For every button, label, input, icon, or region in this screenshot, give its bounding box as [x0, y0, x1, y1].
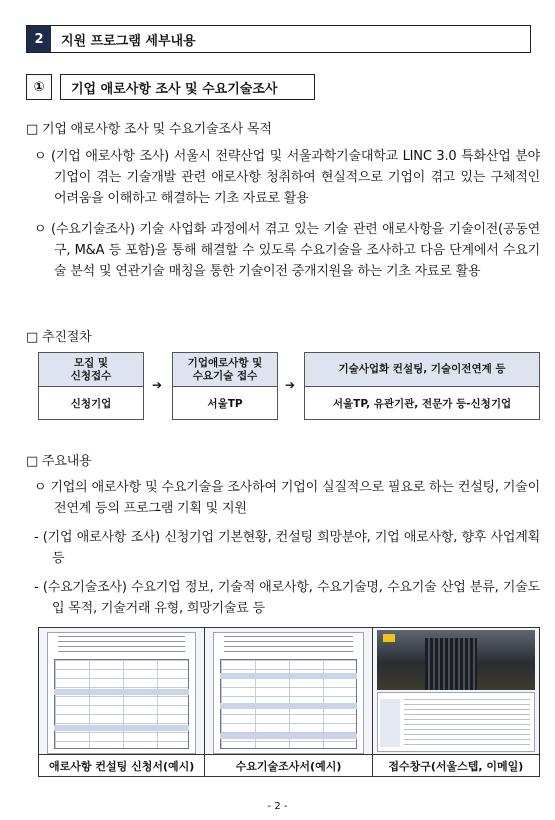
subsection-number: ① [26, 74, 52, 100]
step-box-2 [172, 352, 278, 420]
website-screenshot-icon [373, 628, 539, 755]
section-title: 지원 프로그램 세부내용 [61, 33, 196, 49]
step-title-2: 기업애로사항 및 수요기술 접수 [173, 353, 277, 387]
arrow-icon: ➔ [152, 378, 163, 392]
page-number: - 2 - [267, 801, 288, 812]
purpose-bullet-1: ㅇ (기업 애로사항 조사) 서울시 전략산업 및 서울과학기술대학교 LINC 3.0 특화산업 분야 기업이 겪는 기술개발 관련 애로사항 청취하여 현실적으로 기업이 겪고 있는 구체적인 어려움을 이해하고 해결하는 기초 자료로 활용 [34, 149, 540, 206]
form-document-icon [205, 628, 371, 755]
contents-heading: □ 주요내용 [26, 454, 92, 469]
procedure-flow [38, 352, 540, 420]
step-box-3 [304, 352, 540, 420]
procedure-heading: □ 추진절차 [26, 330, 92, 345]
step-actor-2: 서울TP [207, 398, 243, 410]
purpose-bullet-2: ㅇ (수요기술조사) 기술 사업화 과정에서 겪고 있는 기술 관련 애로사항을 기술이전(공동연구, M&A 등 포함)을 통해 해결할 수 있도록 수요기술을 조사하고 다음 단계에서 수요기술 분석 및 연관기술 매칭을 통한 기술이전 중개지원을 하는 기초 자료로 활용 [34, 222, 540, 279]
step-title-1: 모집 및 신청접수 [39, 353, 143, 387]
section-number: 2 [27, 26, 51, 52]
image-cell-3 [373, 628, 539, 776]
image-caption-2: 수요기술조사서(예시) [235, 759, 342, 773]
image-cell-1 [39, 628, 205, 776]
step-title-3: 기술사업화 컨설팅, 기술이전연계 등 [305, 353, 539, 387]
step-actor-1: 신청기업 [70, 398, 112, 410]
form-document-icon [39, 628, 204, 755]
arrow-icon: ➔ [285, 378, 296, 392]
image-cell-2 [205, 628, 372, 776]
step-actor-3: 서울TP, 유관기관, 전문가 등-신청기업 [332, 398, 512, 410]
subsection-title: 기업 애로사항 조사 및 수요기술조사 [60, 74, 315, 100]
image-caption-3: 접수창구(서울스텝, 이메일) [388, 759, 524, 773]
subsection-header [26, 74, 315, 100]
contents-dash-2: - (수요기술조사) 수요기업 정보, 기술적 애로사항, 수요기술명, 수요기술 산업 분류, 기술도입 목적, 기술거래 유형, 희망기술료 등 [34, 580, 540, 616]
step-box-1 [38, 352, 144, 420]
image-caption-1: 애로사항 컨설팅 신청서(예시) [49, 759, 195, 773]
example-images [38, 627, 540, 777]
section-header [26, 25, 531, 53]
contents-dash-1: - (기업 애로사항 조사) 신청기업 기본현황, 컨설팅 희망분야, 기업 애로사항, 향후 사업계획 등 [34, 530, 540, 566]
contents-bullet: ㅇ 기업의 애로사항 및 수요기술을 조사하여 기업이 실질적으로 필요로 하는 컨설팅, 기술이전연계 등의 프로그램 기획 및 지원 [34, 480, 540, 516]
purpose-heading: □ 기업 애로사항 조사 및 수요기술조사 목적 [26, 122, 272, 137]
